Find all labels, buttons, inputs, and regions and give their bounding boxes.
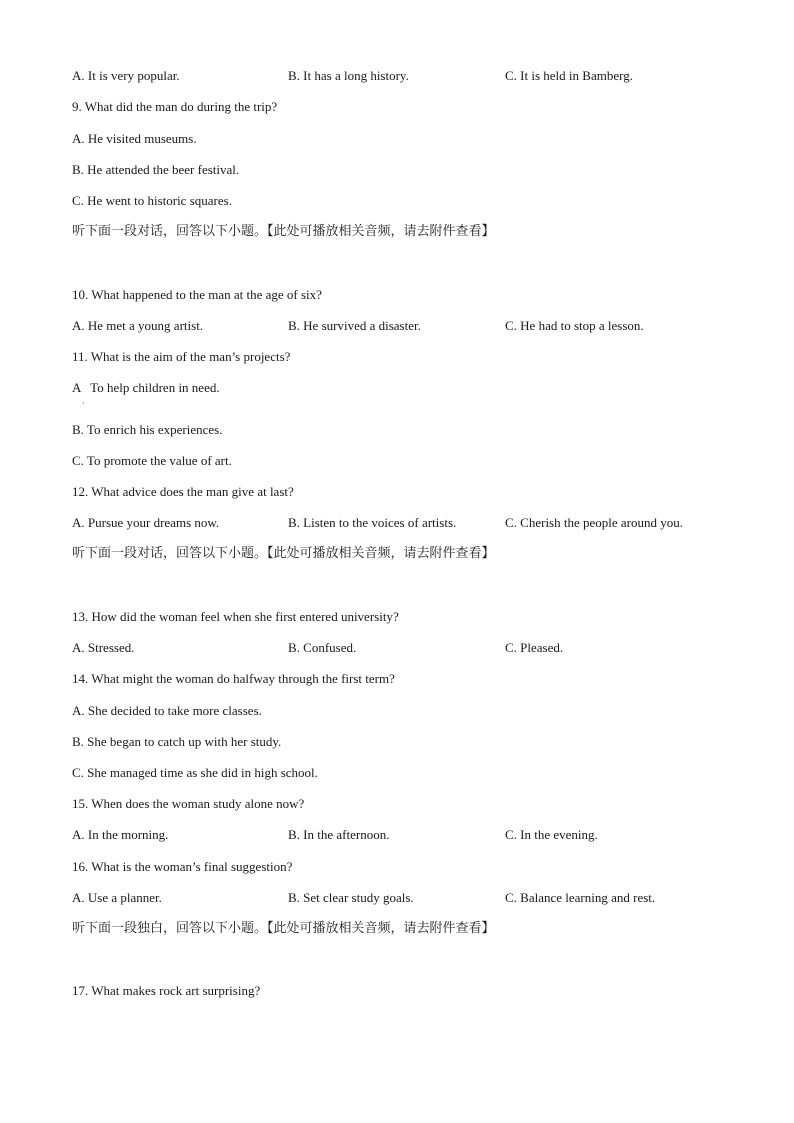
q11-question: 11. What is the aim of the man’s projects? — [72, 349, 291, 364]
q11-option-b: B. To enrich his experiences. — [72, 422, 223, 437]
q16-question: 16. What is the woman’s final suggestion? — [72, 859, 293, 874]
q16-option-a: A. Use a planner. — [72, 890, 162, 905]
q16-options — [72, 890, 732, 906]
q11-option-c: C. To promote the value of art. — [72, 453, 232, 468]
q15-options — [72, 827, 732, 843]
q13-option-b: B. Confused. — [288, 640, 357, 655]
q13-option-a: A. Stressed. — [72, 640, 135, 655]
q11-option-a: A To help children in need. — [72, 380, 220, 395]
q12-question: 12. What advice does the man give at last? — [72, 484, 294, 499]
q12-options — [72, 515, 732, 531]
q12-option-c: C. Cherish the people around you. — [505, 515, 683, 530]
q13-options — [72, 640, 732, 656]
instruction-dialogue-1: 听下面一段对话，回答以下小题。【此处可播放相关音频，请去附件查看】 — [72, 224, 495, 239]
q10-option-b: B. He survived a disaster. — [288, 318, 421, 333]
q8-options — [72, 68, 732, 84]
stray-dot-mark: · — [82, 399, 85, 408]
q13-option-c: C. Pleased. — [505, 640, 564, 655]
q15-option-a: A. In the morning. — [72, 827, 169, 842]
q14-option-b: B. She began to catch up with her study. — [72, 734, 282, 749]
q17-question: 17. What makes rock art surprising? — [72, 983, 261, 998]
q8-option-b: B. It has a long history. — [288, 68, 409, 83]
q16-option-c: C. Balance learning and rest. — [505, 890, 656, 905]
q14-option-a: A. She decided to take more classes. — [72, 703, 262, 718]
q9-option-c: C. He went to historic squares. — [72, 193, 232, 208]
q9-option-b: B. He attended the beer festival. — [72, 162, 240, 177]
q8-option-a: A. It is very popular. — [72, 68, 180, 83]
q16-option-b: B. Set clear study goals. — [288, 890, 414, 905]
q8-option-c: C. It is held in Bamberg. — [505, 68, 633, 83]
q14-option-c: C. She managed time as she did in high school. — [72, 765, 318, 780]
q9-question: 9. What did the man do during the trip? — [72, 99, 278, 114]
q10-option-a: A. He met a young artist. — [72, 318, 204, 333]
q15-question: 15. When does the woman study alone now? — [72, 796, 305, 811]
q10-question: 10. What happened to the man at the age of six? — [72, 287, 322, 302]
q13-question: 13. How did the woman feel when she first entered university? — [72, 609, 399, 624]
q14-question: 14. What might the woman do halfway through the first term? — [72, 671, 395, 686]
instruction-dialogue-2: 听下面一段对话，回答以下小题。【此处可播放相关音频，请去附件查看】 — [72, 546, 495, 561]
instruction-monologue: 听下面一段独白，回答以下小题。【此处可播放相关音频，请去附件查看】 — [72, 921, 495, 936]
q10-options — [72, 318, 732, 334]
q15-option-b: B. In the afternoon. — [288, 827, 390, 842]
q12-option-b: B. Listen to the voices of artists. — [288, 515, 457, 530]
q15-option-c: C. In the evening. — [505, 827, 598, 842]
q9-option-a: A. He visited museums. — [72, 131, 197, 146]
q10-option-c: C. He had to stop a lesson. — [505, 318, 644, 333]
q12-option-a: A. Pursue your dreams now. — [72, 515, 220, 530]
